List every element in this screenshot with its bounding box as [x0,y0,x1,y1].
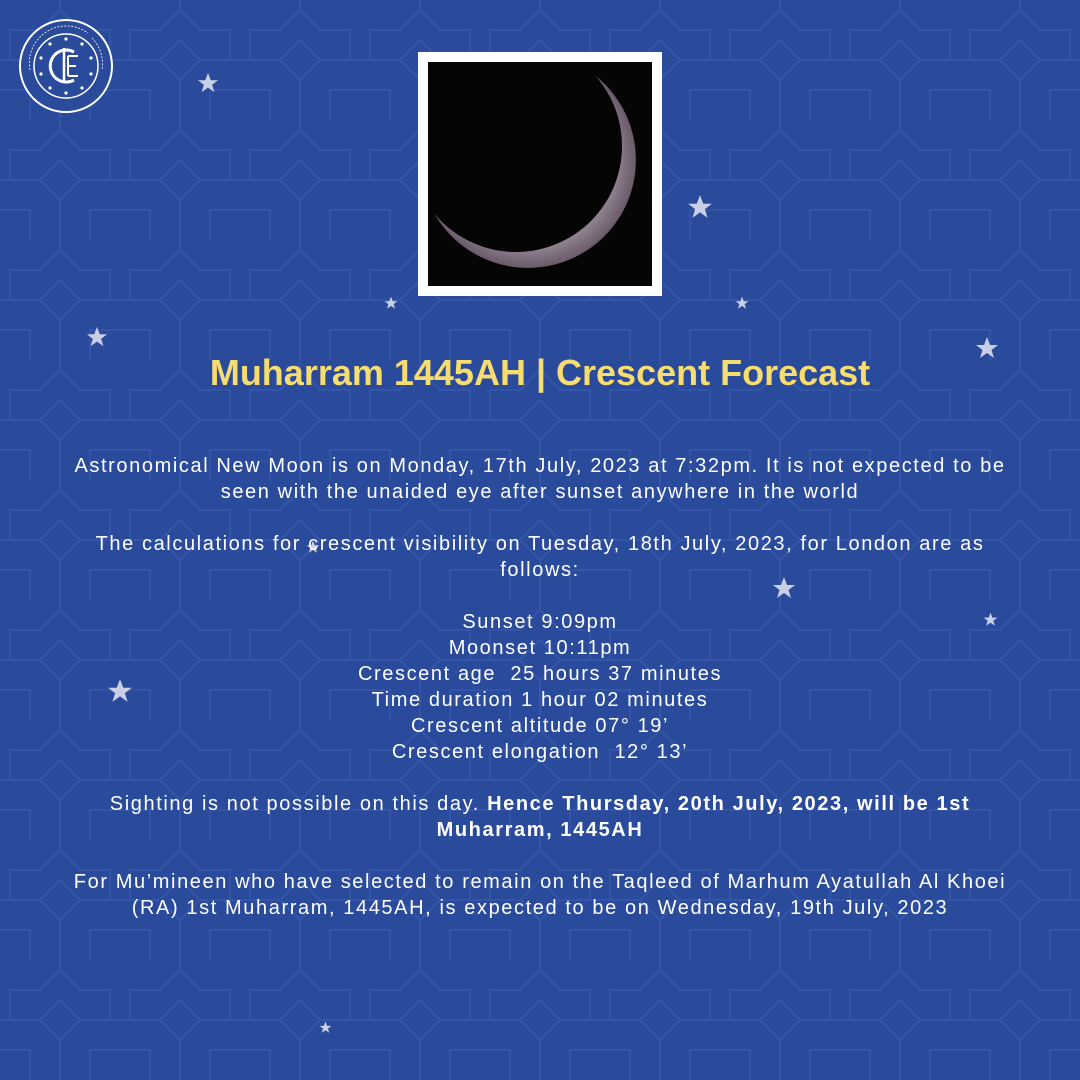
council-seal-icon [18,18,114,114]
calc-moonset: Moonset 10:11pm [448,637,632,659]
sighting-normal-text: Sighting is not possible on this day. [109,793,488,815]
star-icon [687,194,713,220]
calculation-intro-paragraph: The calculations for crescent visibility on Tuesday, 18th July, 2023, for London are as follows: [95,533,985,581]
calc-time-duration: Time duration 1 hour 02 minutes [371,689,709,711]
star-icon [86,326,108,348]
page-title: Muharram 1445AH | Crescent Forecast [209,352,871,393]
star-icon [197,72,219,94]
calculations-list [70,609,1010,765]
crescent-moon-photo [428,62,652,286]
star-icon [735,296,749,310]
moon-photo-frame [418,52,662,296]
sighting-paragraph [70,791,1010,843]
calc-sunset: Sunset 9:09pm [462,611,618,633]
forecast-body [70,453,1010,947]
new-moon-paragraph: Astronomical New Moon is on Monday, 17th July, 2023 at 7:32pm. It is not expected to be seen with the unaided eye after sunset anywhere in the world [74,455,1006,503]
star-icon [319,1021,332,1034]
star-icon [384,296,398,310]
khoei-paragraph: For Mu’mineen who have selected to remain on the Taqleed of Marhum Ayatullah Al Khoei (RA) 1st Muharram, 1445AH, is expected to be on Wednesday, 19th July, 2023 [73,871,1007,919]
sighting-conclusion-text: Hence Thursday, 20th July, 2023, will be 1st Muharram, 1445AH [436,793,971,841]
calc-crescent-age: Crescent age 25 hours 37 minutes [357,663,723,685]
calc-crescent-altitude: Crescent altitude 07° 19’ [410,715,670,737]
calc-crescent-elongation: Crescent elongation 12° 13’ [391,741,689,763]
